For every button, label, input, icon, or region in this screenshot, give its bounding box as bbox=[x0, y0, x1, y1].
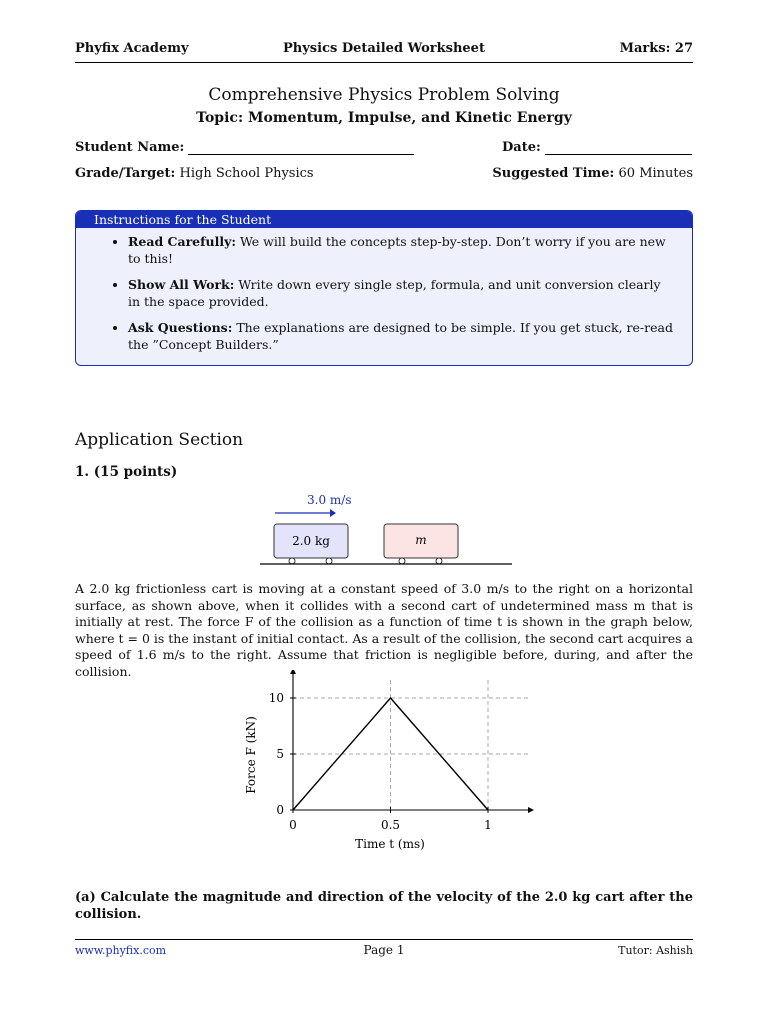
y-tick-label: 10 bbox=[268, 691, 284, 705]
chart-axes bbox=[290, 670, 534, 813]
footer-rule bbox=[75, 939, 693, 940]
instruction-item bbox=[128, 233, 676, 267]
chart-grid bbox=[293, 678, 528, 810]
instruction-item bbox=[128, 319, 676, 353]
instruction-text: The explanations are designed to be simple. If you get stuck, re-read the ”Concept Builders.” bbox=[128, 320, 673, 352]
chart-y-label: Force F (kN) bbox=[244, 716, 258, 794]
grade-field bbox=[75, 166, 314, 181]
cart-2-wheel bbox=[436, 558, 442, 564]
page-subtitle: Topic: Momentum, Impulse, and Kinetic Energy bbox=[196, 110, 572, 126]
instruction-label: Ask Questions: bbox=[128, 320, 233, 335]
cart-1-label: 2.0 kg bbox=[292, 534, 330, 548]
y-axis-arrowhead bbox=[290, 670, 296, 674]
velocity-arrowhead bbox=[330, 509, 336, 517]
header-rule bbox=[75, 62, 693, 63]
student-name-line[interactable] bbox=[188, 140, 414, 155]
force-time-chart bbox=[230, 670, 540, 860]
date-field bbox=[502, 140, 692, 155]
page-title: Comprehensive Physics Problem Solving bbox=[208, 85, 560, 105]
time-field bbox=[492, 166, 693, 181]
date-line[interactable] bbox=[545, 140, 692, 155]
header-right: Marks: 27 bbox=[619, 41, 693, 56]
question-part-a: (a) Calculate the magnitude and direction of the velocity of the 2.0 kg cart after the collision. bbox=[75, 890, 693, 922]
time-value: 60 Minutes bbox=[618, 166, 693, 181]
cart-1-wheel bbox=[326, 558, 332, 564]
instruction-label: Read Carefully: bbox=[128, 234, 236, 249]
cart-1-wheel bbox=[289, 558, 295, 564]
footer-page: Page 1 bbox=[363, 943, 405, 957]
question-label: 1. (15 points) bbox=[75, 464, 178, 480]
header-center: Physics Detailed Worksheet bbox=[283, 41, 485, 56]
grade-label: Grade/Target: bbox=[75, 166, 176, 181]
velocity-label: 3.0 m/s bbox=[307, 493, 352, 507]
x-tick-label: 1 bbox=[484, 818, 492, 832]
instructions-list bbox=[76, 233, 692, 353]
student-name-label: Student Name: bbox=[75, 140, 185, 155]
question-paragraph: A 2.0 kg frictionless cart is moving at a constant speed of 3.0 m/s to the right on a horizontal surface, as shown above, when it collides with a second cart of undetermined mass m that is initially at rest. The force F of the collision as a function of time t is shown in the graph below, where t = 0 is the instant of initial contact. As a result of the collision, the second cart acquires a speed of 1.6 m/s to the right. Assume that friction is negligible before, during, and after the collision. bbox=[75, 581, 693, 679]
time-label: Suggested Time: bbox=[492, 166, 615, 181]
instruction-text: Write down every single step, formula, and unit conversion clearly in the space provided. bbox=[128, 277, 661, 309]
instruction-label: Show All Work: bbox=[128, 277, 235, 292]
y-tick-label: 0 bbox=[276, 803, 284, 817]
chart-ticks bbox=[269, 691, 492, 832]
x-tick-label: 0 bbox=[289, 818, 297, 832]
cart-diagram bbox=[260, 488, 520, 570]
footer-link[interactable]: www.phyfix.com bbox=[75, 944, 167, 957]
instruction-text: We will build the concepts step-by-step. Don’t worry if you are new to this! bbox=[128, 234, 666, 266]
header-left: Phyfix Academy bbox=[75, 41, 189, 56]
chart-x-label: Time t (ms) bbox=[355, 837, 425, 851]
instructions-box bbox=[75, 210, 693, 366]
footer-tutor: Tutor: Ashish bbox=[618, 944, 693, 957]
student-name-field bbox=[75, 140, 414, 155]
x-axis-arrowhead bbox=[528, 807, 534, 813]
y-tick-label: 5 bbox=[276, 747, 284, 761]
x-tick-label: 0.5 bbox=[380, 818, 401, 832]
cart-2-wheel bbox=[399, 558, 405, 564]
date-label: Date: bbox=[502, 140, 541, 155]
instruction-item bbox=[128, 276, 676, 310]
cart-2-label: m bbox=[415, 533, 427, 547]
section-title: Application Section bbox=[75, 430, 244, 450]
grade-value: High School Physics bbox=[179, 166, 314, 181]
instructions-title: Instructions for the Student bbox=[76, 211, 692, 228]
